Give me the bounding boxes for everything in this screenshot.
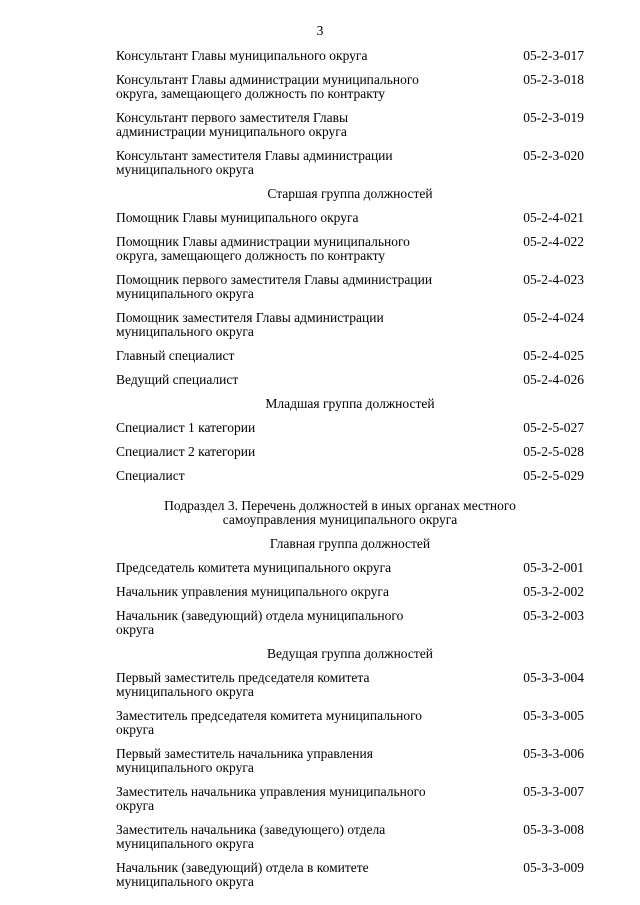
position-code: 05-3-3-009 <box>523 860 584 875</box>
position-code: 05-2-3-018 <box>523 72 584 87</box>
position-title: Помощник заместителя Главы администрации муниципального округа <box>116 310 384 339</box>
group-heading: Главная группа должностей <box>269 536 431 551</box>
position-code: 05-2-4-023 <box>523 272 584 287</box>
position-code: 05-3-2-002 <box>523 584 584 599</box>
position-code: 05-2-3-019 <box>523 110 584 125</box>
position-title: Помощник Главы муниципального округа <box>116 210 359 225</box>
position-code: 05-3-3-006 <box>523 746 584 761</box>
position-row <box>116 671 584 699</box>
position-row <box>116 235 584 263</box>
position-row <box>116 861 584 889</box>
position-title: Начальник (заведующий) отдела муниципального округа <box>116 608 404 637</box>
position-title: Председатель комитета муниципального округа <box>116 560 392 575</box>
position-code: 05-2-3-017 <box>523 48 584 63</box>
position-code: 05-3-3-007 <box>523 784 584 799</box>
position-code: 05-2-5-027 <box>523 420 584 435</box>
position-title: Консультант Главы администрации муниципального округа, замещающего должность по контракту <box>116 72 419 101</box>
position-title: Консультант заместителя Главы администрации муниципального округа <box>116 148 393 177</box>
position-row <box>116 149 584 177</box>
position-code: 05-2-4-026 <box>523 372 584 387</box>
position-title: Заместитель начальника управления муниципального округа <box>116 784 426 813</box>
position-title: Заместитель начальника (заведующего) отдела муниципального округа <box>116 822 386 851</box>
position-code: 05-2-4-021 <box>523 210 584 225</box>
position-code: 05-3-3-008 <box>523 822 584 837</box>
position-title: Первый заместитель начальника управления муниципального округа <box>116 746 373 775</box>
position-row <box>116 561 584 575</box>
position-title: Заместитель председателя комитета муниципального округа <box>116 708 423 737</box>
position-title: Специалист <box>116 468 185 483</box>
position-title: Ведущий специалист <box>116 372 239 387</box>
position-row <box>116 373 584 387</box>
position-row <box>116 747 584 775</box>
position-row <box>116 445 584 459</box>
position-row <box>116 469 584 483</box>
position-row <box>116 273 584 301</box>
page-number: 3 <box>316 23 324 38</box>
position-title: Консультант Главы муниципального округа <box>116 48 368 63</box>
position-row <box>116 49 584 63</box>
position-code: 05-2-5-028 <box>523 444 584 459</box>
position-row <box>116 609 584 637</box>
position-title: Специалист 2 категории <box>116 444 256 459</box>
position-code: 05-3-2-001 <box>523 560 584 575</box>
position-title: Специалист 1 категории <box>116 420 256 435</box>
position-code: 05-3-3-004 <box>523 670 584 685</box>
position-row <box>116 421 584 435</box>
group-heading: Старшая группа должностей <box>267 186 433 201</box>
group-heading: Младшая группа должностей <box>265 396 435 411</box>
position-row <box>116 823 584 851</box>
position-row <box>116 785 584 813</box>
position-row <box>116 709 584 737</box>
position-code: 05-2-4-024 <box>523 310 584 325</box>
position-code: 05-2-4-022 <box>523 234 584 249</box>
subsection-heading: Подраздел 3. Перечень должностей в иных органах местного самоуправления муниципального округа <box>164 498 516 527</box>
position-row <box>116 73 584 101</box>
position-row <box>116 211 584 225</box>
position-code: 05-2-5-029 <box>523 468 584 483</box>
position-title: Помощник первого заместителя Главы администрации муниципального округа <box>116 272 433 301</box>
position-row <box>116 311 584 339</box>
position-code: 05-3-3-005 <box>523 708 584 723</box>
position-code: 05-2-4-025 <box>523 348 584 363</box>
position-title: Консультант первого заместителя Главы администрации муниципального округа <box>116 110 349 139</box>
position-title: Начальник (заведующий) отдела в комитете муниципального округа <box>116 860 369 889</box>
position-title: Главный специалист <box>116 348 235 363</box>
position-title: Первый заместитель председателя комитета муниципального округа <box>116 670 370 699</box>
positions-list <box>116 49 584 889</box>
position-title: Помощник Главы администрации муниципального округа, замещающего должность по контракту <box>116 234 410 263</box>
position-title: Начальник управления муниципального округа <box>116 584 389 599</box>
position-row <box>116 349 584 363</box>
position-row <box>116 585 584 599</box>
position-code: 05-3-2-003 <box>523 608 584 623</box>
position-code: 05-2-3-020 <box>523 148 584 163</box>
group-heading: Ведущая группа должностей <box>266 646 433 661</box>
position-row <box>116 111 584 139</box>
